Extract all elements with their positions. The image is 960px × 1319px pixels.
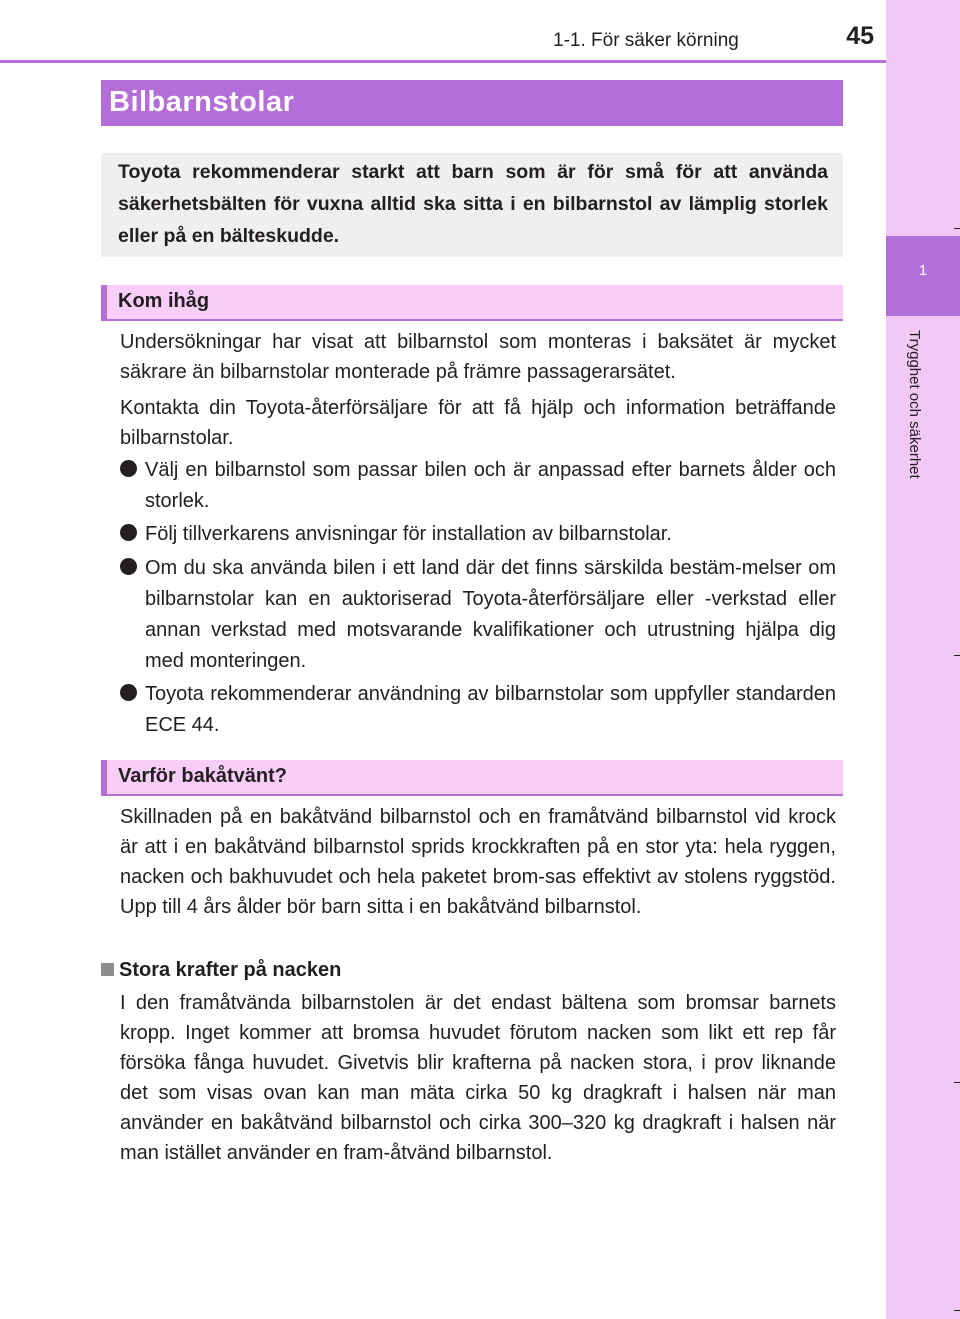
bullet-item bbox=[120, 519, 836, 550]
bullet-text: Följ tillverkarens anvisningar för installation av bilbarnstolar. bbox=[145, 523, 672, 545]
bullet-item bbox=[120, 455, 836, 517]
square-bullet-icon bbox=[101, 963, 114, 976]
page-title: Bilbarnstolar bbox=[109, 86, 295, 118]
bullet-dot-icon bbox=[120, 524, 137, 541]
bullet-text: Toyota rekommenderar användning av bilbarnstolar som uppfyller standarden ECE 44. bbox=[145, 683, 836, 736]
section-heading-bar bbox=[101, 285, 843, 321]
subsection-heading bbox=[101, 959, 341, 982]
paragraph: I den framåtvända bilbarnstolen är det endast bältena som bromsar barnets kropp. Inget kommer att bromsa huvudet förutom nacken som likt ett rep får försöka fånga huvudet. Givetvis blir krafterna på nacken stora, i prov liknande det som visas ovan kan man mäta cirka 50 kg dragkraft i halsen när man använder en bakåtvänd bilbarnstol och cirka 300–320 kg dragkraft i halsen när man istället använder en fram-åtvänd bilbarnstol. bbox=[120, 992, 836, 1164]
paragraph: Skillnaden på en bakåtvänd bilbarnstol och en framåtvänd bilbarnstol vid krock är att i en bakåtvänd bilbarnstol sprids krockkraften på en stor yta: hela ryggen, nacken och bakhuvudet och hela paketet brom-sas effektivt av stolens ryggstöd. Upp till 4 års ålder bör barn sitta i en bakåtvänd bilbarnstol. bbox=[120, 806, 836, 918]
page-title-bar bbox=[101, 80, 843, 126]
tab-tick-mark bbox=[954, 1310, 960, 1311]
section-heading: Kom ihåg bbox=[118, 290, 210, 312]
side-tab-strip bbox=[886, 0, 960, 1319]
bullet-text: Välj en bilbarnstol som passar bilen och är anpassad efter barnets ålder och storlek. bbox=[145, 459, 836, 512]
tab-tick-mark bbox=[954, 1082, 960, 1083]
intro-text: Toyota rekommenderar starkt att barn som är för små för att använda säkerhetsbälten för vuxna alltid ska sitta i en bilbarnstol av lämplig storlek eller på en bälteskudde. bbox=[118, 161, 828, 247]
bullet-dot-icon bbox=[120, 558, 137, 575]
section-heading: Varför bakåtvänt? bbox=[118, 765, 287, 787]
chapter-tab-number: 1 bbox=[918, 262, 928, 279]
paragraph: Kontakta din Toyota-återförsäljare för att få hjälp och information beträffande bilbarnstolar. bbox=[120, 397, 836, 449]
chapter-title: 1-1. För säker körning bbox=[553, 30, 739, 51]
tab-tick-mark bbox=[954, 655, 960, 656]
bullet-dot-icon bbox=[120, 460, 137, 477]
section-heading-bar bbox=[101, 760, 843, 796]
paragraph: Undersökningar har visat att bilbarnstol som monteras i baksätet är mycket säkrare än bilbarnstolar monterade på främre passagerarsätet. bbox=[120, 331, 836, 383]
header-divider bbox=[0, 60, 886, 63]
intro-box bbox=[101, 153, 843, 257]
tab-tick-mark bbox=[954, 228, 960, 229]
bullet-dot-icon bbox=[120, 684, 137, 701]
page-number: 45 bbox=[846, 22, 874, 50]
bullet-text: Om du ska använda bilen i ett land där det finns särskilda bestäm-melser om bilbarnstolar kan en auktoriserad Toyota-återförsäljare eller -verkstad eller annan verkstad med motsvarande kvalifikationer och utrustning hjälpa dig med monteringen. bbox=[145, 557, 836, 672]
bullet-item bbox=[120, 553, 836, 677]
subsection-heading-text: Stora krafter på nacken bbox=[119, 959, 342, 981]
bullet-item bbox=[120, 679, 836, 741]
chapter-tab-label: Trygghet och säkerhet bbox=[906, 330, 923, 479]
